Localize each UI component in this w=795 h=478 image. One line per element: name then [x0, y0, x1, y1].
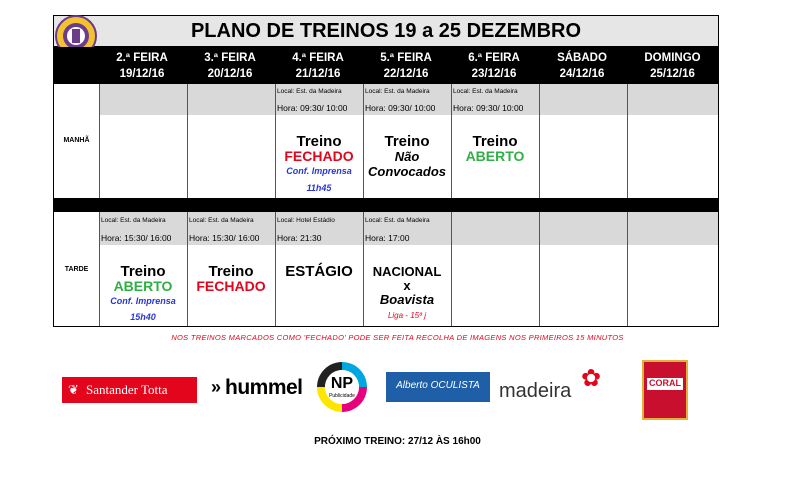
press-conference: Conf. Imprensa: [286, 166, 352, 176]
flower-icon: ✿: [581, 365, 602, 392]
alberto-text: Alberto OCULISTA: [396, 380, 480, 391]
session-status: FECHADO: [284, 148, 354, 164]
flame-icon: ❦: [68, 382, 79, 397]
session-detail: Convocados: [367, 164, 446, 179]
day-header-tue: [186, 47, 274, 84]
press-conference: Conf. Imprensa: [110, 296, 176, 306]
day-header-sun: [626, 47, 719, 84]
divider: [627, 212, 628, 326]
divider: [539, 84, 540, 198]
chevrons-icon: »: [211, 377, 222, 397]
location-text: Local: Est. da Madeira: [277, 88, 342, 95]
session-title: Treino: [208, 263, 254, 280]
madeira-logo: [497, 365, 609, 406]
santander-text: Santander Totta: [86, 382, 168, 397]
day-header-fri: [450, 47, 538, 84]
match-versus: x: [403, 278, 411, 293]
day-name: SÁBADO: [557, 52, 607, 64]
coral-text: CORAL: [649, 378, 681, 388]
coral-logo: [642, 360, 688, 420]
afternoon-label: TARDE: [64, 266, 89, 273]
session-status: ABERTO: [113, 278, 173, 294]
session-detail: Não: [394, 149, 420, 164]
session-status: ABERTO: [465, 148, 525, 164]
day-header-wed: [274, 47, 362, 84]
alberto-oculista-logo: [386, 372, 490, 402]
np-subtext: Publicidade: [329, 393, 355, 399]
session-title: Treino: [296, 133, 342, 150]
session-title: Treino: [472, 133, 518, 150]
day-header-thu: [362, 47, 450, 84]
time-text: Hora: 09:30/ 10:00: [453, 103, 524, 113]
hummel-text: hummel: [225, 376, 303, 399]
morning-label: MANHÃ: [63, 137, 90, 144]
day-name: 2.ª FEIRA: [116, 52, 168, 64]
day-name: 3.ª FEIRA: [204, 52, 256, 64]
day-date: 20/12/16: [207, 68, 253, 80]
day-date: 23/12/16: [471, 68, 517, 80]
time-text: Hora: 15:30/ 16:00: [189, 233, 260, 243]
day-name: 4.ª FEIRA: [292, 52, 344, 64]
match-competition: Liga - 15ª j: [387, 311, 427, 320]
day-date: 25/12/16: [650, 68, 695, 80]
press-time: 11h45: [306, 183, 332, 193]
day-name: 5.ª FEIRA: [380, 52, 432, 64]
location-text: Local: Est. da Madeira: [101, 217, 166, 224]
divider: [99, 84, 100, 198]
press-time: 15h40: [130, 312, 156, 322]
time-text: Hora: 09:30/ 10:00: [277, 103, 348, 113]
hummel-logo: [211, 375, 311, 403]
santander-logo: [62, 377, 197, 403]
day-date: 24/12/16: [559, 68, 605, 80]
session-title: Treino: [120, 263, 166, 280]
time-text: Hora: 17:00: [365, 233, 410, 243]
location-text: Local: Hotel Estádio: [277, 217, 335, 224]
np-publicidade-logo: [314, 359, 370, 415]
time-text: Hora: 21:30: [277, 233, 322, 243]
day-header-mon: [98, 47, 186, 84]
session-title: ESTÁGIO: [285, 263, 353, 280]
location-text: Local: Est. da Madeira: [453, 88, 518, 95]
day-name: DOMINGO: [644, 52, 701, 64]
footnote: NOS TREINOS MARCADOS COMO 'FECHADO' PODE SER FEITA RECOLHA DE IMAGENS NOS PRIMEIROS 15 MINUTOS: [171, 333, 624, 342]
location-text: Local: Est. da Madeira: [365, 88, 430, 95]
match-away: Boavista: [379, 292, 435, 307]
afternoon-block: [53, 212, 719, 327]
day-date: 19/12/16: [119, 68, 165, 80]
day-date: 22/12/16: [383, 68, 429, 80]
divider: [451, 212, 452, 326]
time-text: Hora: 09:30/ 10:00: [365, 103, 436, 113]
np-text: NP: [330, 375, 354, 392]
morning-block: [53, 84, 719, 198]
divider: [627, 84, 628, 198]
session-title: Treino: [384, 133, 430, 150]
page-title: [53, 15, 719, 47]
time-text: Hora: 15:30/ 16:00: [101, 233, 172, 243]
match-home: NACIONAL: [372, 264, 442, 279]
next-training: PRÓXIMO TREINO: 27/12 ÀS 16h00: [314, 436, 481, 447]
day-header-sat: [538, 47, 626, 84]
title-text: PLANO DE TREINOS 19 a 25 DEZEMBRO: [190, 20, 582, 42]
location-text: Local: Est. da Madeira: [189, 217, 254, 224]
divider: [187, 84, 188, 198]
period-separator: [53, 198, 719, 212]
days-header: [53, 47, 719, 84]
madeira-text: madeira: [499, 380, 572, 402]
day-name: 6.ª FEIRA: [468, 52, 520, 64]
location-text: Local: Est. da Madeira: [365, 217, 430, 224]
day-date: 21/12/16: [295, 68, 341, 80]
divider: [539, 212, 540, 326]
session-status: FECHADO: [196, 278, 266, 294]
